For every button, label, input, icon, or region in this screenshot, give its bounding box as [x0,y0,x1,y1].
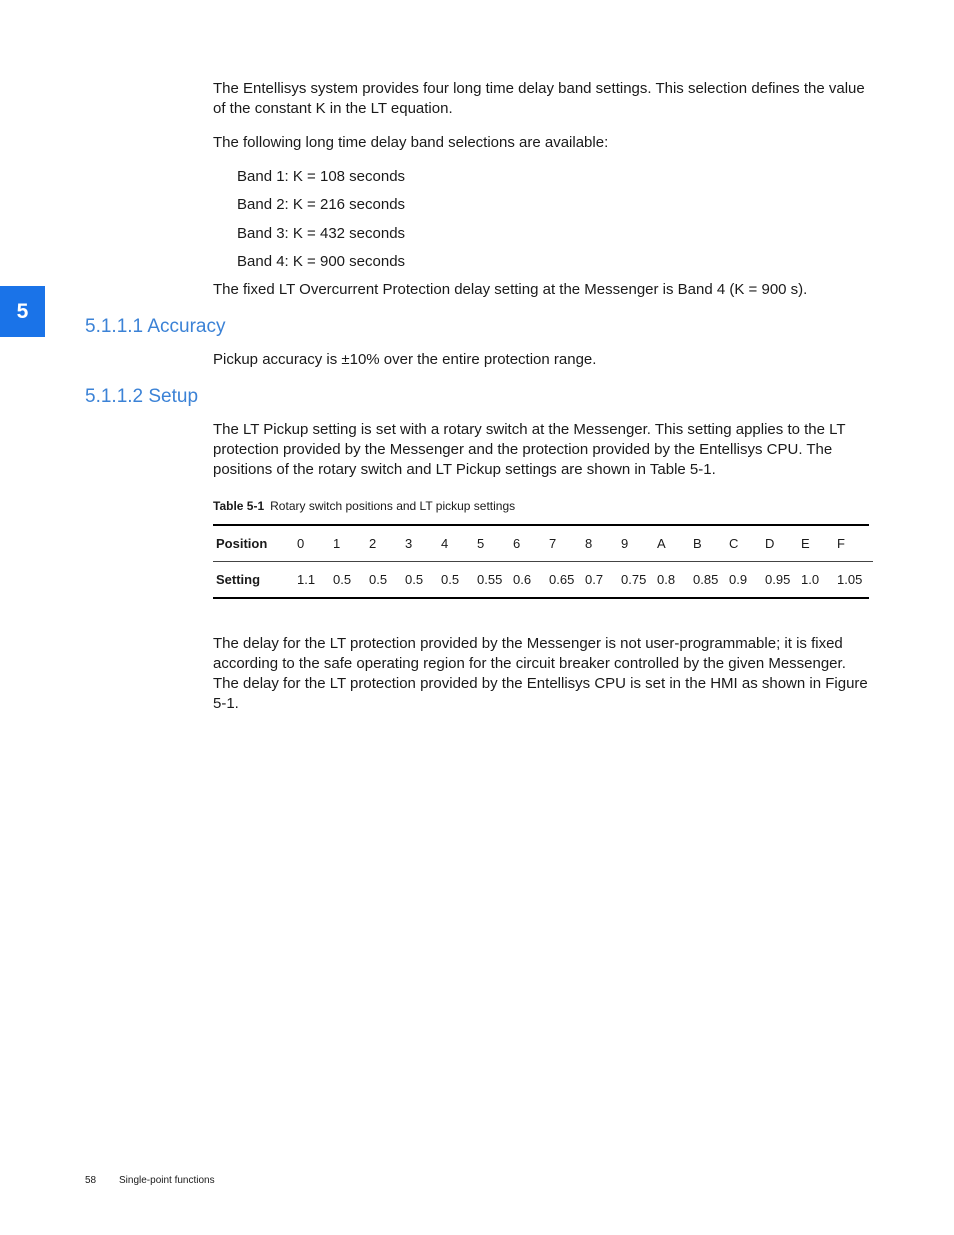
table-caption [213,499,515,513]
accuracy-heading: 5.1.1.1 Accuracy [85,316,226,337]
setting-cell: 0.7 [585,572,604,587]
table-caption-label: Table 5-1 [213,499,265,513]
setting-cell: 1.05 [837,572,863,587]
footer-page-number: 58 [85,1175,97,1186]
position-cell: C [729,526,765,562]
band-item-4: Band 4: K = 900 seconds [237,253,406,270]
fixed-delay-paragraph: The fixed LT Overcurrent Protection delay setting at the Messenger is Band 4 (K = 900 s). [213,281,808,298]
position-cell: D [765,526,801,562]
chapter-tab: 5 [0,286,45,337]
setting-cell: 0.85 [693,572,719,587]
position-cell: 3 [405,526,441,562]
rotary-switch-table [213,524,869,599]
setting-cell: 0.55 [477,572,503,587]
position-cell: 9 [621,526,657,562]
table-row-setting [213,562,873,598]
accuracy-paragraph: Pickup accuracy is ±10% over the entire protection range. [213,351,597,368]
position-cell: A [657,526,693,562]
setting-cell: 1.1 [297,572,316,587]
position-cell: 8 [585,526,621,562]
setting-cell: 0.95 [765,572,791,587]
position-cell: F [837,526,873,562]
position-header: Position [213,526,297,562]
setup-paragraph: The LT Pickup setting is set with a rotary switch at the Messenger. This setting applies to the LT protection provided by the Messenger and the protection provided by the Entellisys CPU. The positions of the rotary switch and LT Pickup settings are shown in Table 5-1. [213,421,846,478]
footer-section: Single-point functions [119,1175,215,1186]
intro-paragraph-2: The following long time delay band selections are available: [213,134,609,151]
setting-cell: 0.5 [405,572,424,587]
position-cell: B [693,526,729,562]
rotary-switch-table-grid [213,526,873,597]
position-cell: 7 [549,526,585,562]
position-cell: 4 [441,526,477,562]
setting-cell: 0.5 [333,572,352,587]
table-row-position [213,526,873,562]
setting-cell: 0.65 [549,572,575,587]
band-item-2: Band 2: K = 216 seconds [237,196,406,213]
position-cell: 6 [513,526,549,562]
position-cell: 0 [297,526,333,562]
setting-cell: 0.8 [657,572,676,587]
setting-cell: 0.75 [621,572,647,587]
setting-cell: 0.6 [513,572,532,587]
setting-header: Setting [216,572,261,587]
setting-cell: 0.5 [441,572,460,587]
table-caption-text: Rotary switch positions and LT pickup settings [270,499,516,513]
setting-cell: 0.9 [729,572,748,587]
position-cell: 2 [369,526,405,562]
band-item-3: Band 3: K = 432 seconds [237,225,406,242]
position-cell: 5 [477,526,513,562]
delay-paragraph: The delay for the LT protection provided by the Messenger is not user-programmable; it is fixed according to the safe operating region for the circuit breaker controlled by the given Messenger. The delay for the LT protection provided by the Entellisys CPU is set in the HMI as shown in Figure 5-1. [213,635,868,712]
band-item-1: Band 1: K = 108 seconds [237,168,406,185]
setup-heading: 5.1.1.2 Setup [85,386,199,407]
setting-cell: 0.5 [369,572,388,587]
intro-paragraph-1: The Entellisys system provides four long time delay band settings. This selection defines the value of the constant K in the LT equation. [213,80,865,117]
position-cell: 1 [333,526,369,562]
position-cell: E [801,526,837,562]
setting-cell: 1.0 [801,572,820,587]
